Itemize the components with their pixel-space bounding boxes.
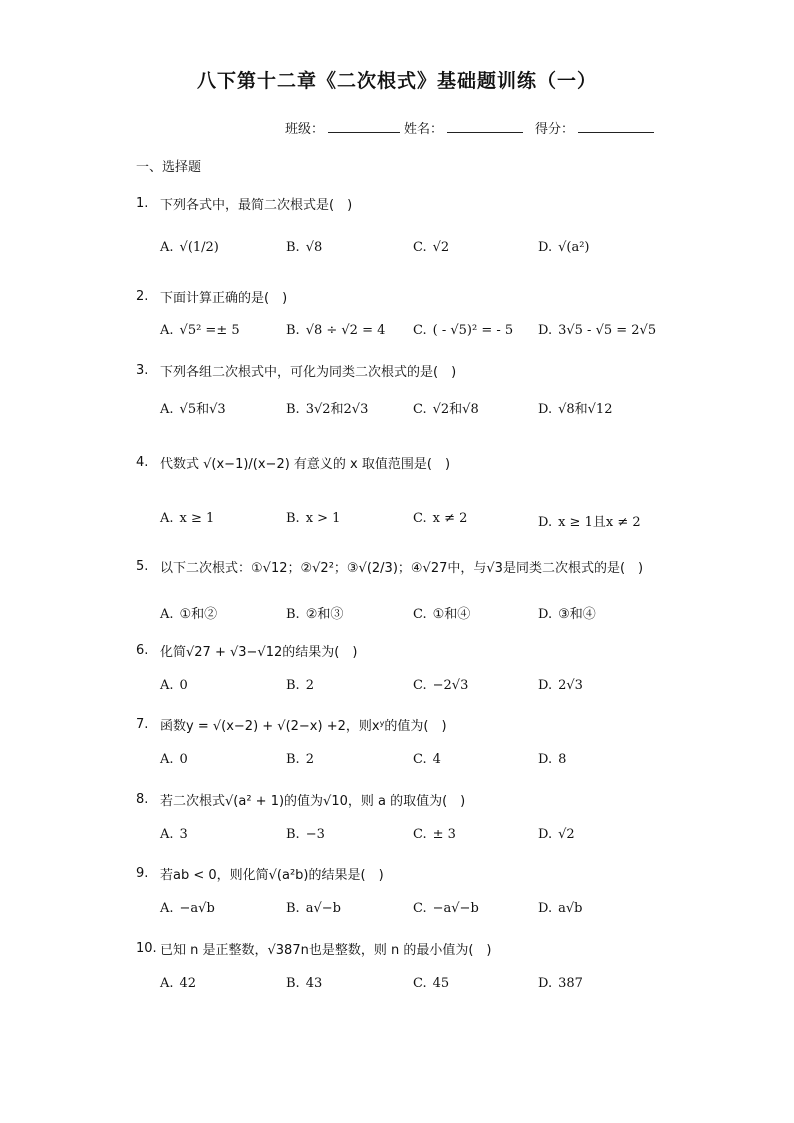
option-letter: C. <box>413 678 427 693</box>
option-text: ③和④ <box>558 607 596 622</box>
name-blank[interactable] <box>447 120 523 133</box>
question-text: 化简√27 + √3−√12的结果为( ) <box>160 645 358 660</box>
question-stem <box>136 287 676 306</box>
option-text: 0 <box>179 678 188 693</box>
option-letter: D. <box>538 515 553 530</box>
question-text: 代数式 √(x−1)/(x−2) 有意义的 x 取值范围是( ) <box>160 457 451 472</box>
option-c[interactable] <box>413 603 470 622</box>
student-info-line <box>285 118 658 137</box>
question-number: 10. <box>136 941 157 956</box>
option-letter: D. <box>538 607 553 622</box>
question-9 <box>136 864 676 916</box>
option-a[interactable] <box>160 240 219 255</box>
option-d[interactable] <box>538 323 656 338</box>
option-letter: A. <box>160 976 174 991</box>
option-letter: D. <box>538 752 553 767</box>
option-letter: B. <box>286 240 300 255</box>
option-text: x ≥ 1且x ≠ 2 <box>558 515 641 530</box>
question-text: 以下二次根式：①√12；②√2²；③√(2/3)；④√27中，与√3是同类二次根式的是( ) <box>160 561 644 576</box>
option-c[interactable] <box>413 752 441 767</box>
option-letter: C. <box>413 752 427 767</box>
score-blank[interactable] <box>578 120 654 133</box>
option-text: 8 <box>558 752 567 767</box>
option-letter: C. <box>413 976 427 991</box>
question-text: 函数y = √(x−2) + √(2−x) +2，则xʸ的值为( ) <box>160 719 447 734</box>
option-letter: D. <box>538 402 553 417</box>
option-text: 4 <box>432 752 441 767</box>
option-a[interactable] <box>160 398 226 417</box>
option-text: x > 1 <box>305 511 341 526</box>
option-letter: A. <box>160 678 174 693</box>
option-text: −a√b <box>179 901 215 916</box>
option-b[interactable] <box>286 603 343 622</box>
option-text: √8 <box>305 240 323 255</box>
score-label: 得分： <box>534 122 574 137</box>
question-number: 3. <box>136 363 149 378</box>
option-text: −3 <box>305 827 325 842</box>
option-a[interactable] <box>160 511 214 526</box>
option-letter: D. <box>538 827 553 842</box>
name-label: 姓名： <box>403 122 443 137</box>
option-c[interactable] <box>413 398 479 417</box>
option-letter: C. <box>413 827 427 842</box>
option-letter: A. <box>160 827 174 842</box>
question-number: 7. <box>136 717 149 732</box>
option-letter: A. <box>160 402 174 417</box>
question-number: 9. <box>136 866 149 881</box>
option-b[interactable] <box>286 752 314 767</box>
question-stem <box>136 715 676 734</box>
option-text: 3√5 - √5 = 2√5 <box>558 323 657 338</box>
option-text: √2 <box>558 827 575 842</box>
option-a[interactable] <box>160 827 188 842</box>
question-number: 4. <box>136 455 149 470</box>
options-row <box>160 976 700 996</box>
option-text: 387 <box>558 976 583 991</box>
option-d[interactable] <box>538 827 575 842</box>
option-c[interactable] <box>413 976 449 991</box>
question-stem <box>136 194 676 213</box>
option-letter: A. <box>160 901 174 916</box>
option-text: −2√3 <box>432 678 469 693</box>
option-d[interactable] <box>538 976 583 991</box>
option-b[interactable] <box>286 827 325 842</box>
question-stem <box>136 361 676 380</box>
class-blank[interactable] <box>328 120 400 133</box>
question-1 <box>136 194 676 255</box>
option-text: 2√3 <box>558 678 583 693</box>
option-a[interactable] <box>160 752 188 767</box>
option-letter: C. <box>413 901 427 916</box>
question-text: 下面计算正确的是( ) <box>160 291 288 306</box>
option-text: ± 3 <box>432 827 456 842</box>
section-heading: 一、选择题 <box>136 160 202 175</box>
option-d[interactable] <box>538 511 641 530</box>
option-text: √8 ÷ √2 = 4 <box>305 323 386 338</box>
options-row <box>160 511 700 531</box>
question-stem <box>136 790 676 809</box>
page-title: 八下第十二章《二次根式》基础题训练（一） <box>196 70 597 92</box>
option-letter: A. <box>160 607 174 622</box>
option-c[interactable] <box>413 901 479 916</box>
question-7 <box>136 715 676 767</box>
option-letter: D. <box>538 976 553 991</box>
option-letter: D. <box>538 901 553 916</box>
option-letter: B. <box>286 678 300 693</box>
option-text: √8和√12 <box>558 402 613 417</box>
option-text: 0 <box>179 752 188 767</box>
option-letter: B. <box>286 511 300 526</box>
option-c[interactable] <box>413 827 456 842</box>
option-d[interactable] <box>538 752 566 767</box>
question-10 <box>136 939 676 991</box>
option-d[interactable] <box>538 603 596 622</box>
option-text: 2 <box>305 752 314 767</box>
option-b[interactable] <box>286 678 314 693</box>
option-text: 43 <box>305 976 323 991</box>
option-text: ①和② <box>179 607 218 622</box>
question-text: 下列各式中，最简二次根式是( ) <box>160 198 353 213</box>
options-row <box>160 240 700 260</box>
options-row <box>160 827 700 847</box>
option-letter: C. <box>413 402 427 417</box>
question-5 <box>136 557 676 622</box>
option-letter: A. <box>160 511 174 526</box>
option-letter: C. <box>413 511 427 526</box>
option-a[interactable] <box>160 323 240 338</box>
question-text: 下列各组二次根式中，可化为同类二次根式的是( ) <box>160 365 457 380</box>
question-text: 已知 n 是正整数，√387n也是整数，则 n 的最小值为( ) <box>160 943 492 958</box>
options-row <box>160 603 700 623</box>
option-letter: B. <box>286 976 300 991</box>
question-stem <box>136 557 676 576</box>
option-a[interactable] <box>160 901 215 916</box>
option-letter: A. <box>160 752 174 767</box>
option-c[interactable] <box>413 511 467 526</box>
option-b[interactable] <box>286 511 340 526</box>
class-label: 班级： <box>284 122 324 137</box>
option-letter: D. <box>538 240 553 255</box>
option-text: √5² =± 5 <box>179 323 240 338</box>
option-text: x ≥ 1 <box>179 511 215 526</box>
options-row <box>160 901 700 921</box>
option-text: ( - √5)² = - 5 <box>432 323 514 338</box>
question-stem <box>136 453 676 472</box>
option-c[interactable] <box>413 240 449 255</box>
question-number: 1. <box>136 196 149 211</box>
option-a[interactable] <box>160 678 188 693</box>
question-8 <box>136 790 676 842</box>
question-4 <box>136 453 676 530</box>
option-b[interactable] <box>286 398 368 417</box>
option-text: x ≠ 2 <box>432 511 468 526</box>
option-d[interactable] <box>538 240 589 255</box>
question-stem <box>136 939 676 958</box>
option-text: −a√−b <box>432 901 479 916</box>
option-letter: A. <box>160 240 174 255</box>
option-text: ②和③ <box>305 607 344 622</box>
options-row <box>160 323 700 343</box>
option-letter: C. <box>413 607 427 622</box>
option-c[interactable] <box>413 678 468 693</box>
options-row <box>160 678 700 698</box>
question-6 <box>136 641 676 693</box>
option-d[interactable] <box>538 398 612 417</box>
options-row <box>160 752 700 772</box>
question-number: 8. <box>136 792 149 807</box>
option-letter: B. <box>286 827 300 842</box>
option-text: 45 <box>432 976 450 991</box>
question-number: 2. <box>136 289 149 304</box>
option-letter: A. <box>160 323 174 338</box>
option-d[interactable] <box>538 901 582 916</box>
option-text: a√−b <box>305 901 341 916</box>
option-text: 3√2和2√3 <box>305 402 369 417</box>
option-letter: C. <box>413 323 427 338</box>
option-letter: B. <box>286 607 300 622</box>
option-d[interactable] <box>538 678 583 693</box>
option-text: √5和√3 <box>179 402 226 417</box>
question-stem <box>136 641 676 660</box>
option-a[interactable] <box>160 603 217 622</box>
question-text: 若二次根式√(a² + 1)的值为√10，则 a 的取值为( ) <box>160 794 466 809</box>
option-text: √(1/2) <box>179 240 219 255</box>
option-b[interactable] <box>286 976 322 991</box>
option-letter: D. <box>538 678 553 693</box>
option-c[interactable] <box>413 323 513 338</box>
option-b[interactable] <box>286 323 385 338</box>
option-letter: B. <box>286 752 300 767</box>
option-b[interactable] <box>286 901 341 916</box>
question-number: 6. <box>136 643 149 658</box>
option-text: 3 <box>179 827 188 842</box>
question-2 <box>136 287 676 338</box>
option-letter: B. <box>286 402 300 417</box>
option-text: ①和④ <box>432 607 471 622</box>
option-b[interactable] <box>286 240 322 255</box>
option-letter: B. <box>286 901 300 916</box>
question-3 <box>136 361 676 417</box>
option-text: a√b <box>558 901 583 916</box>
option-text: 42 <box>179 976 197 991</box>
question-stem <box>136 864 676 883</box>
option-text: √2 <box>432 240 450 255</box>
options-row <box>160 398 700 418</box>
option-letter: B. <box>286 323 300 338</box>
option-text: 2 <box>305 678 314 693</box>
option-text: √(a²) <box>558 240 590 255</box>
option-text: √2和√8 <box>432 402 479 417</box>
option-a[interactable] <box>160 976 196 991</box>
option-letter: C. <box>413 240 427 255</box>
question-number: 5. <box>136 559 149 574</box>
question-text: 若ab < 0，则化简√(a²b)的结果是( ) <box>160 868 384 883</box>
option-letter: D. <box>538 323 553 338</box>
